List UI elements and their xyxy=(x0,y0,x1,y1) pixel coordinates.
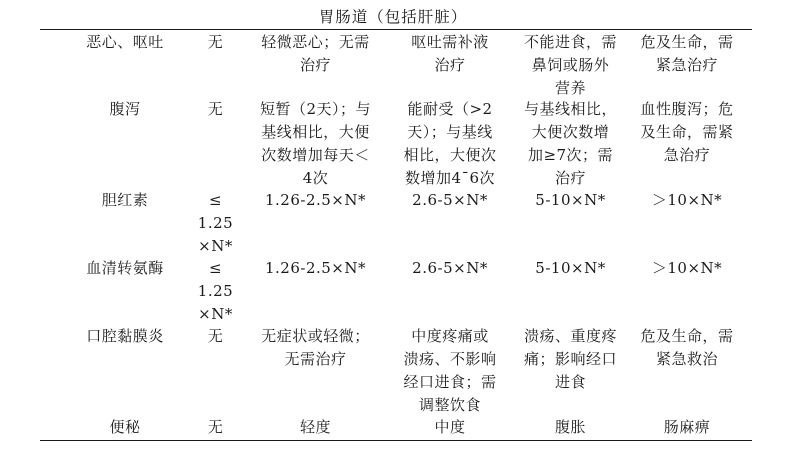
grade-1-cell: 无症状或轻微； 无需治疗 xyxy=(261,327,370,368)
grade-4-cell: 危及生命，需 紧急治疗 xyxy=(640,33,734,74)
grade-0-cell: 无 xyxy=(207,33,224,51)
grade-0-cell: 无 xyxy=(207,100,224,118)
row-label: 血清转氨酶 xyxy=(86,259,164,277)
grade-3-cell: 腹胀 xyxy=(554,418,586,436)
grade-4-cell: ＞10×N* xyxy=(651,191,723,209)
grade-1-cell: 轻微恶心；无需 治疗 xyxy=(261,33,370,74)
grade-0-cell: 无 xyxy=(207,327,224,345)
grade-1-cell: 短暂（2天）；与 基线相比，大便 次数增加每天＜ 4次 xyxy=(259,100,372,187)
grade-3-cell: 5-10×N* xyxy=(535,259,606,277)
grade-0-cell: ≤ 1.25 ×N* xyxy=(197,191,234,255)
grade-1-cell: 1.26-2.5×N* xyxy=(264,191,366,209)
grade-1-cell: 轻度 xyxy=(299,418,331,436)
grade-2-cell: 2.6-5×N* xyxy=(412,191,488,209)
grade-0-cell: ≤ 1.25 ×N* xyxy=(197,259,234,323)
grade-3-cell: 不能进食，需 鼻饲或肠外 营养 xyxy=(523,33,617,97)
grade-2-cell: 中度疼痛或 溃疡、不影响 经口进食；需 调整饮食 xyxy=(403,327,497,414)
grade-4-cell: 危及生命，需 紧急救治 xyxy=(640,327,734,368)
grade-0-cell: 无 xyxy=(207,418,224,436)
grade-2-cell: 中度 xyxy=(434,418,466,436)
grade-2-cell: 2.6-5×N* xyxy=(412,259,488,277)
grade-4-cell: ＞10×N* xyxy=(651,259,723,277)
grade-3-cell: 溃疡、重度疼 痛；影响经口 进食 xyxy=(523,327,617,391)
grade-2-cell: 呕吐需补液 治疗 xyxy=(411,33,489,74)
grade-3-cell: 与基线相比， 大便次数增 加≥7次；需 治疗 xyxy=(523,100,617,187)
grade-4-cell: 肠麻痹 xyxy=(663,418,711,436)
section-title: 胃肠道（包括肝脏） xyxy=(318,8,468,26)
row-label: 恶心、呕吐 xyxy=(86,33,164,51)
row-label: 口腔黏膜炎 xyxy=(86,327,164,345)
grade-4-cell: 血性腹泻；危 及生命，需紧 急治疗 xyxy=(640,100,734,164)
grade-1-cell: 1.26-2.5×N* xyxy=(264,259,366,277)
row-label: 腹泻 xyxy=(109,100,141,118)
table-bottom-rule xyxy=(40,440,752,441)
table-top-rule xyxy=(40,29,752,30)
grade-2-cell: 能耐受（>2 天）；与基线 相比，大便次 数增加4¯6次 xyxy=(403,100,497,187)
grade-3-cell: 5-10×N* xyxy=(535,191,606,209)
row-label: 胆红素 xyxy=(101,191,149,209)
row-label: 便秘 xyxy=(109,418,141,436)
